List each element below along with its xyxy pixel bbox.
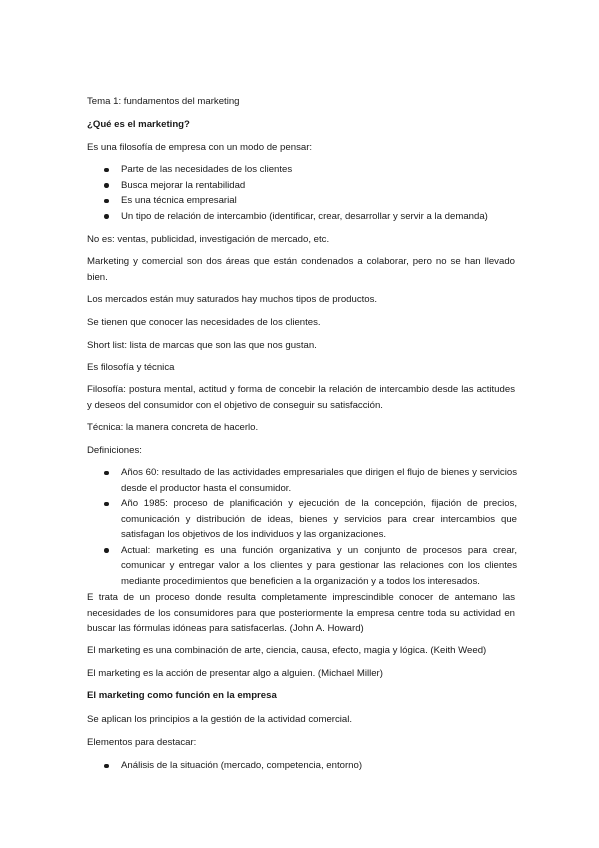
list-item: Año 1985: proceso de planificación y ejecución de la concepción, fijación de precios, comunicación y distribución de ideas, bienes y servicios para crear intercambios que satisfagan los objetivos de los individuos y las organizaciones. [87, 496, 517, 543]
document-title: Tema 1: fundamentos del marketing [87, 96, 240, 107]
definiciones-label: Definiciones: [87, 445, 142, 456]
bullet-icon [104, 183, 109, 188]
weed-paragraph: El marketing es una combinación de arte, ciencia, causa, efecto, magia y lógica. (Keith Weed) [87, 645, 487, 656]
miller-paragraph: El marketing es la acción de presentar algo a alguien. (Michael Miller) [87, 668, 383, 679]
intro-paragraph: Es una filosofía de empresa con un modo de pensar: [87, 142, 313, 153]
section-heading-que-es: ¿Qué es el marketing? [87, 119, 190, 130]
list-item: Análisis de la situación (mercado, competencia, entorno) [87, 758, 517, 774]
necesidades-paragraph: Se tienen que conocer las necesidades de los clientes. [87, 317, 321, 328]
mercados-paragraph: Los mercados están muy saturados hay muchos tipos de productos. [87, 294, 378, 305]
short-list-paragraph: Short list: lista de marcas que son las que nos gustan. [87, 340, 317, 351]
list-item: Años 60: resultado de las actividades empresariales que dirigen el flujo de bienes y servicios desde el productor hasta el consumidor. [87, 465, 517, 496]
section-heading-funcion: El marketing como función en la empresa [87, 690, 277, 701]
bullet-icon [104, 764, 109, 769]
list-item: Es una técnica empresarial [87, 193, 517, 209]
no-es-paragraph: No es: ventas, publicidad, investigación de mercado, etc. [87, 234, 330, 245]
bullet-icon [104, 548, 109, 553]
tecnica-paragraph: Técnica: la manera concreta de hacerlo. [87, 422, 259, 433]
filosofia-tecnica-label: Es filosofía y técnica [87, 362, 175, 373]
bullet-icon [104, 502, 109, 507]
list-item: Busca mejorar la rentabilidad [87, 178, 517, 194]
bullet-list-elementos [87, 758, 517, 774]
list-item: Un tipo de relación de intercambio (identificar, crear, desarrollar y servir a la demanda) [87, 209, 517, 225]
bullet-icon [104, 168, 109, 173]
bullet-list-characteristics [87, 162, 517, 224]
list-item: Parte de las necesidades de los clientes [87, 162, 517, 178]
bullet-icon [104, 214, 109, 219]
bullet-icon [104, 199, 109, 204]
bullet-icon [104, 471, 109, 476]
elementos-label: Elementos para destacar: [87, 737, 197, 748]
filosofia-paragraph: Filosofía: postura mental, actitud y forma de concebir la relación de intercambio desde las actitudes y deseos del consumidor con el objetivo de conseguir su satisfacción. [87, 384, 515, 411]
list-item: Actual: marketing es una función organizativa y un conjunto de procesos para crear, comunicar y entregar valor a los clientes y para gestionar las relaciones con los clientes mediante procedimientos que beneficien a la organización y a todos los interesados. [87, 543, 517, 590]
principios-paragraph: Se aplican los principios a la gestión de la actividad comercial. [87, 714, 353, 725]
howard-paragraph: E trata de un proceso donde resulta completamente imprescindible conocer de antemano las necesidades de los consumidores para que posteriormente la empresa centre toda su actividad en buscar las fórmulas idóneas para satisfacerlas. (John A. Howard) [87, 592, 515, 634]
bullet-list-definitions [87, 465, 517, 589]
marketing-comercial-paragraph: Marketing y comercial son dos áreas que están condenados a colaborar, pero no se han llevado bien. [87, 256, 515, 283]
